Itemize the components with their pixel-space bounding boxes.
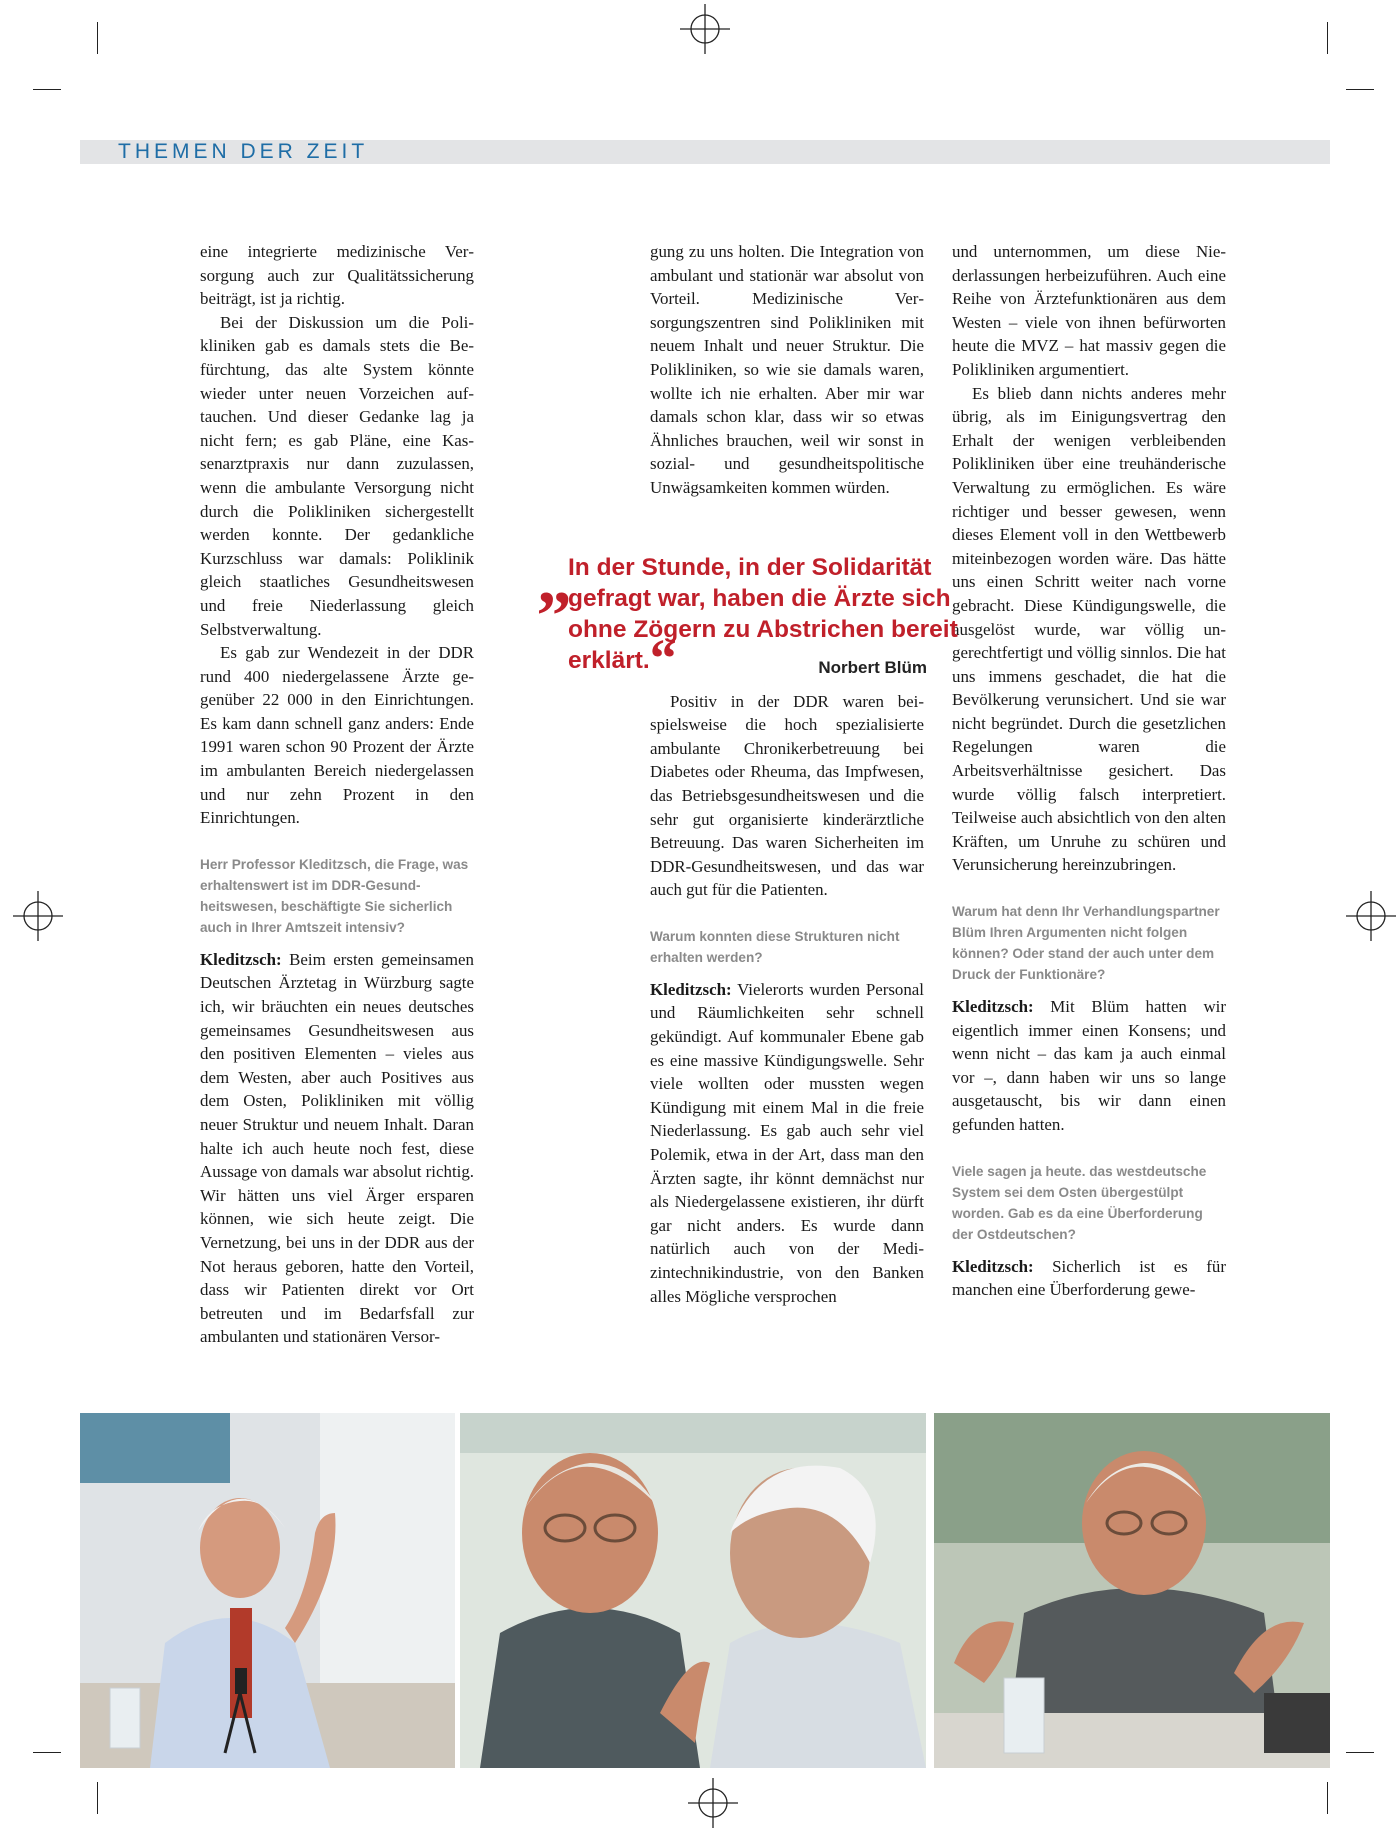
quote-open-mark: „: [537, 542, 572, 619]
answer-text: Mit Blüm hatten wir eigentlich immer einen Konsens; und wenn nicht – das kam ja auch einmal vor –, dann haben wir uns so lange ausgetauscht, bis wir dann einen gefunden hatten.: [952, 997, 1226, 1134]
article-column-1: [200, 240, 474, 1349]
paragraph: Es blieb dann nichts anderes mehr übrig, als im Einigungsvertrag den Erhalt der wenigen verbleibenden Polikliniken über eine treuhänderische Verwaltung zu ermöglichen. Es wäre richtiger und besser gewesen, wenn dieses Element voll in den Wettbewerb miteinbezogen worden wäre. Das hätte uns einen Schritt weiter nach vorne gebracht. Diese Kündigungswelle, die ausgelöst wurde, war völlig ungerechtfertigt und völlig sinnlos. Die hat uns immens geschadet, die hat die Bevölkerung verunsichert. Und sie war nicht begründet. Durch die gesetzlichen Regelungen waren die Arbeitsverhältnisse gesichert. Das wurde völlig falsch interpretiert. Teilweise auch absichtlich von den alten Kräften, um Unruhe zu schüren und Verunsicherung hereinzubringen.: [952, 383, 1226, 875]
answer-paragraph: [650, 978, 924, 1308]
speaker-name: Kleditzsch:: [952, 997, 1034, 1017]
photo-bluem-speaking: [934, 1413, 1330, 1768]
section-title: THEMEN DER ZEIT: [118, 140, 369, 163]
crop-mark: [1327, 1782, 1328, 1814]
speaker-name: Kleditzsch:: [200, 949, 282, 969]
interview-question: Viele sagen ja heute. das westdeutsche System sei dem Osten übergestülpt worden. Gab es da eine Überforderung der Ostdeutschen?: [952, 1163, 1207, 1242]
crop-mark: [97, 1782, 98, 1814]
interview-question: Warum hat denn Ihr Verhandlungspartner Blüm Ihren Argumenten nicht folgen können? Oder stand der auch unter dem Druck der Funktionäre?: [952, 904, 1220, 983]
article-column-3: [952, 240, 1226, 1302]
answer-paragraph: [952, 1255, 1226, 1302]
paragraph: und unternommen, um diese Niederlassungen herbeizuführen. Auch eine Reihe von Ärztefunktionären aus dem Westen – viele von ihnen befürworten heute die MVZ – hat massiv gegen die Polikliniken argumentiert.: [952, 242, 1226, 379]
paragraph: Positiv in der DDR waren beispielsweise die hoch spezialisierte ambulante Chronikerbetreuung bei Diabetes oder Rheuma, das Impfwesen, das Betriebsgesundheitswesen und die sehr gut organisierte kinderärztliche Betreuung. Das waren Sicherheiten im DDR-Gesundheitswesen, und das war auch gut für die Patienten.: [650, 691, 924, 900]
crop-mark: [1346, 1752, 1374, 1753]
registration-mark-icon: [680, 4, 730, 54]
quote-text: In der Stunde, in der Solidarität gefragt war, haben die Ärzte sich ohne Zögern zu Abstrichen bereit erklärt.: [568, 554, 958, 674]
paragraph: Bei der Diskussion um die Polikliniken gab es damals stets die Befürchtung, das alte System könnte wieder unter neuen Vorzeichen auftauchen. Und dieser Gedanke lag ja nicht fern; es gab Pläne, eine Kassenarztpraxis nur dann zuzulassen, wenn die ambulante Versorgung nicht durch die Polikliniken sichergestellt werden konnte. Der gedankliche Kurzschluss war damals: Poliklinik gleich staatliches Gesundheitswesen und freie Niederlassung gleich Selbstverwaltung.: [200, 312, 474, 639]
interview-question: Warum konnten diese Strukturen nicht erhalten werden?: [650, 928, 900, 965]
crop-mark: [33, 1752, 61, 1753]
article-column-2: [650, 240, 924, 1308]
registration-mark-icon: [13, 891, 63, 941]
speaker-name: Kleditzsch:: [650, 979, 732, 999]
paragraph: Es gab zur Wendezeit in der DDR rund 400 niedergelassene Ärzte gegenüber 22 000 in den Einrichtungen. Es kam dann schnell ganz anders: Ende 1991 waren schon 90 Prozent der Ärzte im ambulanten Bereich niedergelassen und nur zehn Prozent in den Einrichtungen.: [200, 643, 474, 828]
crop-mark: [1327, 22, 1328, 54]
quote-close-mark: “: [649, 628, 677, 688]
crop-mark: [97, 22, 98, 54]
answer-text: Beim ersten gemeinsamen Deutschen Ärztetag in Würzburg sagte ich, wir bräuchten ein neues deutsches gemeinsames Gesundheitswesen aus den positiven Elementen – vieles aus dem Westen, aber auch Positives aus dem Osten, Polikliniken mit völlig neuer Struktur und neuem Inhalt. Daran halte ich auch heute noch fest, diese Aussage von damals war absolut richtig. Wir hätten uns viel Ärger ersparen können, wie sich heute zeigt. Die Vernetzung, bei uns in der DDR aus der Not heraus geboren, hatte den Vorteil, dass wir Patienten direkt vor Ort betreuten und im Bedarfsfall zur ambulanten und stationären Versor-: [200, 949, 474, 1347]
answer-text: Vielerorts wurden Personal und Räumlichkeiten sehr schnell gekündigt. Auf kommunaler Ebene gab es eine massive Kündigungswelle. Sehr viele wollten oder mussten wegen Kündigung mit einem Mal in die freie Niederlassung. Es gab auch sehr viel Polemik, etwa in der Art, dass man den Ärzten sagte, ihr könnt demnächst nur als Niedergelassene existieren, ihr dürft gar nicht anders. Es wurde dann natürlich auch von der Medizintechnikindustrie, von den Banken alles Mögliche versprochen: [650, 979, 924, 1306]
crop-mark: [33, 89, 61, 90]
registration-mark-icon: [688, 1778, 738, 1828]
paragraph: gung zu uns holten. Die Integration von ambulant und stationär war absolut von Vorteil. Medizinische Versorgungszentren sind Polikliniken mit neuem Inhalt und neuer Struktur. Die Polikliniken, so wie sie damals waren, wollte ich nie erhalten. Aber mir war damals schon klar, dass wir so etwas Ähnliches brauchen, weil wir sonst in sozial- und gesundheitspolitische Unwägsamkeiten kommen würden.: [650, 242, 924, 497]
interview-question: Herr Professor Kleditzsch, die Frage, was erhaltenswert ist im DDR-Gesundheitswesen, beschäftigte Sie sicherlich auch in Ihrer Amtszeit intensiv?: [200, 856, 469, 935]
speaker-name: Kleditzsch:: [952, 1256, 1034, 1276]
answer-paragraph: [200, 948, 474, 1349]
photo-kleditzsch-gesturing: [80, 1413, 455, 1768]
photo-bluem-in-conversation: [460, 1413, 926, 1768]
answer-paragraph: [952, 995, 1226, 1137]
registration-mark-icon: [1346, 891, 1396, 941]
pull-quote: [537, 542, 958, 688]
answer-text: Sicherlich ist es für manchen eine Überforderung gewe-: [952, 1256, 1226, 1300]
paragraph: eine integrierte medizinische Versorgung auch zur Qualitätssicherung beiträgt, ist ja richtig.: [200, 242, 474, 309]
quote-author: Norbert Blüm: [818, 658, 927, 677]
crop-mark: [1346, 89, 1374, 90]
